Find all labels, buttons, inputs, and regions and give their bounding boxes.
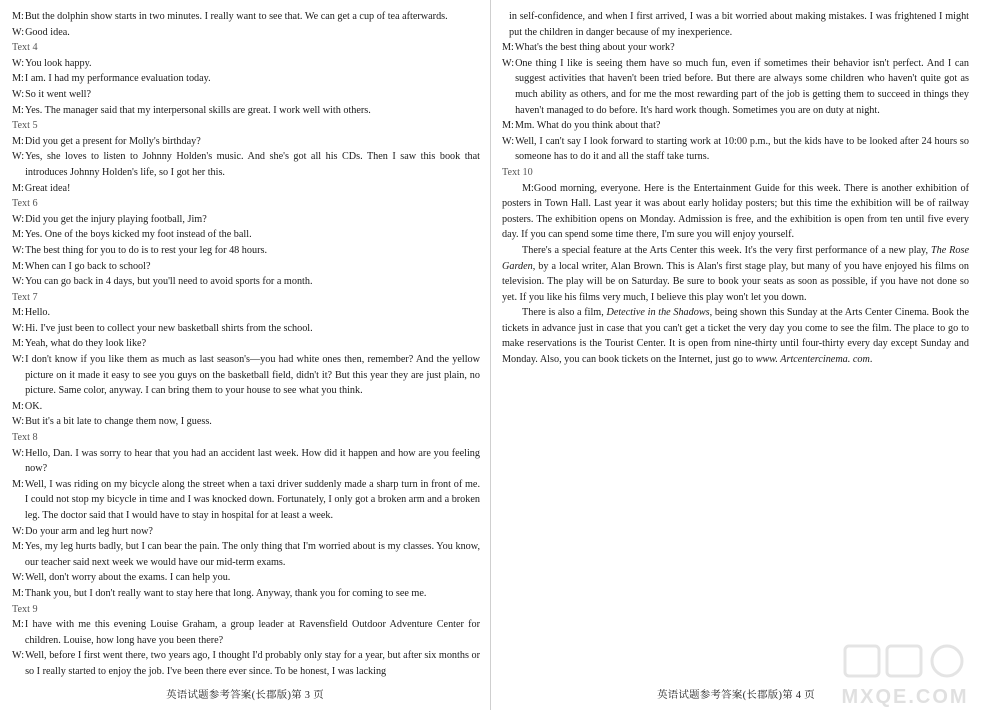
dialogue-line — [12, 9, 480, 25]
dialogue-text: Did you get the injury playing football, Jim? — [25, 213, 207, 225]
dialogue-line — [12, 227, 480, 243]
monologue-paragraph: There is also a film, Detective in the Shadows, being shown this Sunday at the Arts Center Cinema. Book the tickets in advance just in case that you can't get a ticket the very day you come to see the film. The place to go to make reservations is the Tourist Center. It is open from nine-thirty until four-thirty every day except Sunday and Monday. Also, you can book tickets on the Internet, just go to www. Artcentercinema. com. — [502, 307, 969, 366]
dialogue-line — [502, 40, 969, 56]
section-heading: Text 6 — [12, 198, 38, 210]
dialogue-line — [12, 87, 480, 103]
speaker-label: W: — [12, 525, 25, 537]
dialogue-line — [12, 336, 480, 352]
dialogue-text: I have with me this evening Louise Graham, a group leader at Ravensfield Outdoor Adventure Center for children. Louise, how long have you been there? — [24, 619, 480, 646]
dialogue-text: Yes, she loves to listen to Johnny Holden's music. And she's got all his CDs. Then I saw this book that introduces Johnny Holden's life, so I got her this. — [25, 151, 480, 178]
dialogue-line — [12, 321, 480, 337]
page-3-footer: 英语试题参考答案(长郡版)第 3 页 — [166, 690, 324, 702]
speaker-label: M: — [12, 11, 24, 22]
speaker-label: W: — [12, 650, 25, 662]
dialogue-text: Hello, Dan. I was sorry to hear that you had an accident last week. How did it happen and how are you feeling now? — [25, 447, 480, 475]
speaker-label: M: — [12, 260, 24, 272]
dialogue-text: Do your arm and leg hurt now? — [25, 525, 153, 537]
dialogue-text: The best thing for you to do is to rest your leg for 48 hours. — [25, 244, 267, 256]
watermark-text: MXQE.COM — [841, 686, 969, 709]
section-heading: Text 9 — [12, 603, 38, 615]
dialogue-line — [12, 648, 480, 679]
speaker-label: W: — [12, 276, 25, 288]
dialogue-text: Great idea! — [24, 182, 71, 194]
section-heading: Text 4 — [12, 42, 38, 54]
dialogue-line — [12, 399, 480, 415]
dialogue-text: Hello. — [24, 307, 51, 319]
dialogue-text: I am. I had my performance evaluation today. — [24, 73, 211, 85]
speaker-label: W: — [12, 447, 25, 459]
speaker-label: W: — [12, 354, 25, 366]
speaker-label: M: — [12, 229, 24, 241]
dialogue-text: Well, before I first went there, two years ago, I thought I'd probably only stay for a year, but after six months or so I really started to enjoy the job. I've been there ever since. To be honest, I was lacking — [25, 650, 480, 677]
speaker-label: W: — [12, 151, 25, 163]
monologue-paragraph: There's a special feature at the Arts Center this week. It's the very first performance of a new play, The Rose Garden, by a local writer, Alan Brown. This is Alan's first stage play, but many of you have enjoyed his films on television. The play will be on Saturday. Be sure to book your seats as soon as possible, if you have not done so yet. If you like his films very much, I believe this play won't let you down. — [502, 244, 969, 303]
speaker-label: M: — [12, 338, 24, 350]
speaker-label: W: — [12, 57, 25, 69]
dialogue-line — [12, 134, 480, 150]
dialogue-line — [502, 118, 969, 134]
speaker-label: W: — [12, 322, 25, 334]
speaker-label: M: — [12, 541, 24, 553]
speaker-label: W: — [12, 213, 25, 225]
section-heading: Text 7 — [12, 291, 38, 303]
page-3-body — [12, 9, 480, 680]
dialogue-line — [12, 103, 480, 119]
dialogue-line — [12, 305, 480, 321]
dialogue-line — [502, 134, 969, 165]
page-4 — [491, 0, 981, 710]
dialogue-text: But the dolphin show starts in two minutes. I really want to see that. We can get a cup of tea afterwards. — [24, 11, 448, 22]
dialogue-text: You look happy. — [25, 57, 92, 69]
speaker-label: M: — [12, 73, 24, 85]
continued-text: in self-confidence, and when I first arrived, I was a bit worried about making mistakes. I was frightened I might put the children in danger because of my inexperience. — [509, 11, 969, 38]
dialogue-text: Thank you, but I don't really want to stay here that long. Anyway, thank you for coming to see me. — [24, 587, 427, 599]
speaker-label: M: — [12, 400, 24, 412]
dialogue-text: I don't know if you like them as much as last season's—you had white ones then, remember? And the yellow picture on it made it easy to see you guys on the basketball field, didn't it? But this year they are just plain, no picture. Same color, anyway. I can bring them to your house to see what you think. — [25, 354, 480, 397]
section-heading: Text 10 — [502, 166, 533, 178]
dialogue-line — [12, 586, 480, 602]
dialogue-line — [12, 212, 480, 228]
speaker-label: W: — [12, 572, 25, 584]
dialogue-line — [12, 149, 480, 180]
speaker-label: M: — [12, 307, 24, 319]
dialogue-text: What's the best thing about your work? — [514, 42, 675, 54]
dialogue-text: OK. — [24, 400, 43, 412]
section-heading: Text 8 — [12, 432, 38, 444]
dialogue-text: Well, I can't say I look forward to starting work at 10:00 p.m., but the kids have to be looked after 24 hours so someone has to do it and all the staff take turns. — [515, 135, 969, 163]
speaker-label: W: — [502, 135, 515, 147]
speaker-label: M: — [12, 182, 24, 194]
dialogue-text: One thing I like is seeing them have so much fun, even if sometimes their behavior isn't perfect. And I can suggest activities that haven't been tried before. But there are always some children who haven't quite got as much ability as others, and for me the most rewarding part of the job is getting them to succeed in things they haven't managed to do before. It's hard work though. Sometimes you are on duty at night. — [515, 57, 969, 116]
dialogue-line — [12, 25, 480, 41]
speaker-label: W: — [12, 244, 25, 256]
dialogue-line — [12, 71, 480, 87]
watermark-logo — [835, 642, 975, 709]
dialogue-text: Well, I was riding on my bicycle along the street when a taxi driver suddenly made a sharp turn in front of me. I could not stop my bicycle in time and I was knocked down. Fortunately, I only got a broken arm and a broken leg. The doctor said that I would have to stay in hospital for at least a week. — [24, 478, 480, 521]
dialogue-line — [12, 570, 480, 586]
dialogue-line — [12, 181, 480, 197]
dialogue-line — [502, 56, 969, 118]
dialogue-text: But it's a bit late to change them now, I guess. — [25, 416, 212, 428]
page-4-footer: 英语试题参考答案(长郡版)第 4 页 — [657, 690, 815, 702]
speaker-label: W: — [12, 88, 25, 100]
dialogue-text: Hi. I've just been to collect your new basketball shirts from the school. — [25, 322, 313, 334]
page-3 — [0, 0, 490, 710]
dialogue-line — [12, 274, 480, 290]
dialogue-text: Well, don't worry about the exams. I can help you. — [25, 572, 231, 584]
dialogue-line — [12, 414, 480, 430]
dialogue-line — [12, 259, 480, 275]
speaker-label: W: — [502, 57, 515, 69]
page-4-body — [502, 9, 969, 368]
dialogue-text: Did you get a present for Molly's birthday? — [24, 135, 201, 147]
monologue-paragraph: M:Good morning, everyone. Here is the Entertainment Guide for this week. There is another exhibition of posters in Town Hall. Last year it was about early holiday posters; but this time the exhibition will be of railway posters. The exhibition opens on Monday. Admission is free, and the exhibition is open from ten until five every day. If you can spend some time there, I'm sure you will enjoy yourself. — [502, 182, 969, 241]
dialogue-text: So it went well? — [25, 88, 92, 100]
speaker-label: M: — [502, 120, 514, 132]
dialogue-line — [12, 352, 480, 399]
dialogue-text: Good idea. — [25, 26, 70, 38]
speaker-label: M: — [12, 135, 24, 147]
dialogue-text: Yes. One of the boys kicked my foot instead of the ball. — [24, 229, 252, 241]
speaker-label: M: — [12, 619, 24, 631]
speaker-label: M: — [12, 587, 24, 599]
dialogue-line — [12, 56, 480, 72]
dialogue-text: Yes. The manager said that my interpersonal skills are great. I work well with others. — [24, 104, 371, 116]
dialogue-line — [12, 617, 480, 648]
speaker-label: M: — [12, 104, 24, 116]
dialogue-text: Mm. What do you think about that? — [514, 120, 661, 132]
dialogue-line — [12, 243, 480, 259]
section-heading: Text 5 — [12, 120, 38, 132]
dialogue-line — [12, 446, 480, 477]
dialogue-text: Yes, my leg hurts badly, but I can bear the pain. The only thing that I'm worried about is my classes. You know, our teacher said next week we would have our mid-term exams. — [24, 541, 480, 568]
dialogue-text: When can I go back to school? — [24, 260, 151, 272]
dialogue-text: You can go back in 4 days, but you'll need to avoid sports for a month. — [25, 276, 313, 288]
speaker-label: M: — [12, 478, 24, 490]
speaker-label: M: — [502, 42, 514, 54]
dialogue-line — [12, 539, 480, 570]
dialogue-line — [12, 477, 480, 524]
dialogue-text: Yeah, what do they look like? — [24, 338, 147, 350]
speaker-label: W: — [12, 416, 25, 428]
dialogue-line — [12, 524, 480, 540]
speaker-label: W: — [12, 26, 25, 38]
